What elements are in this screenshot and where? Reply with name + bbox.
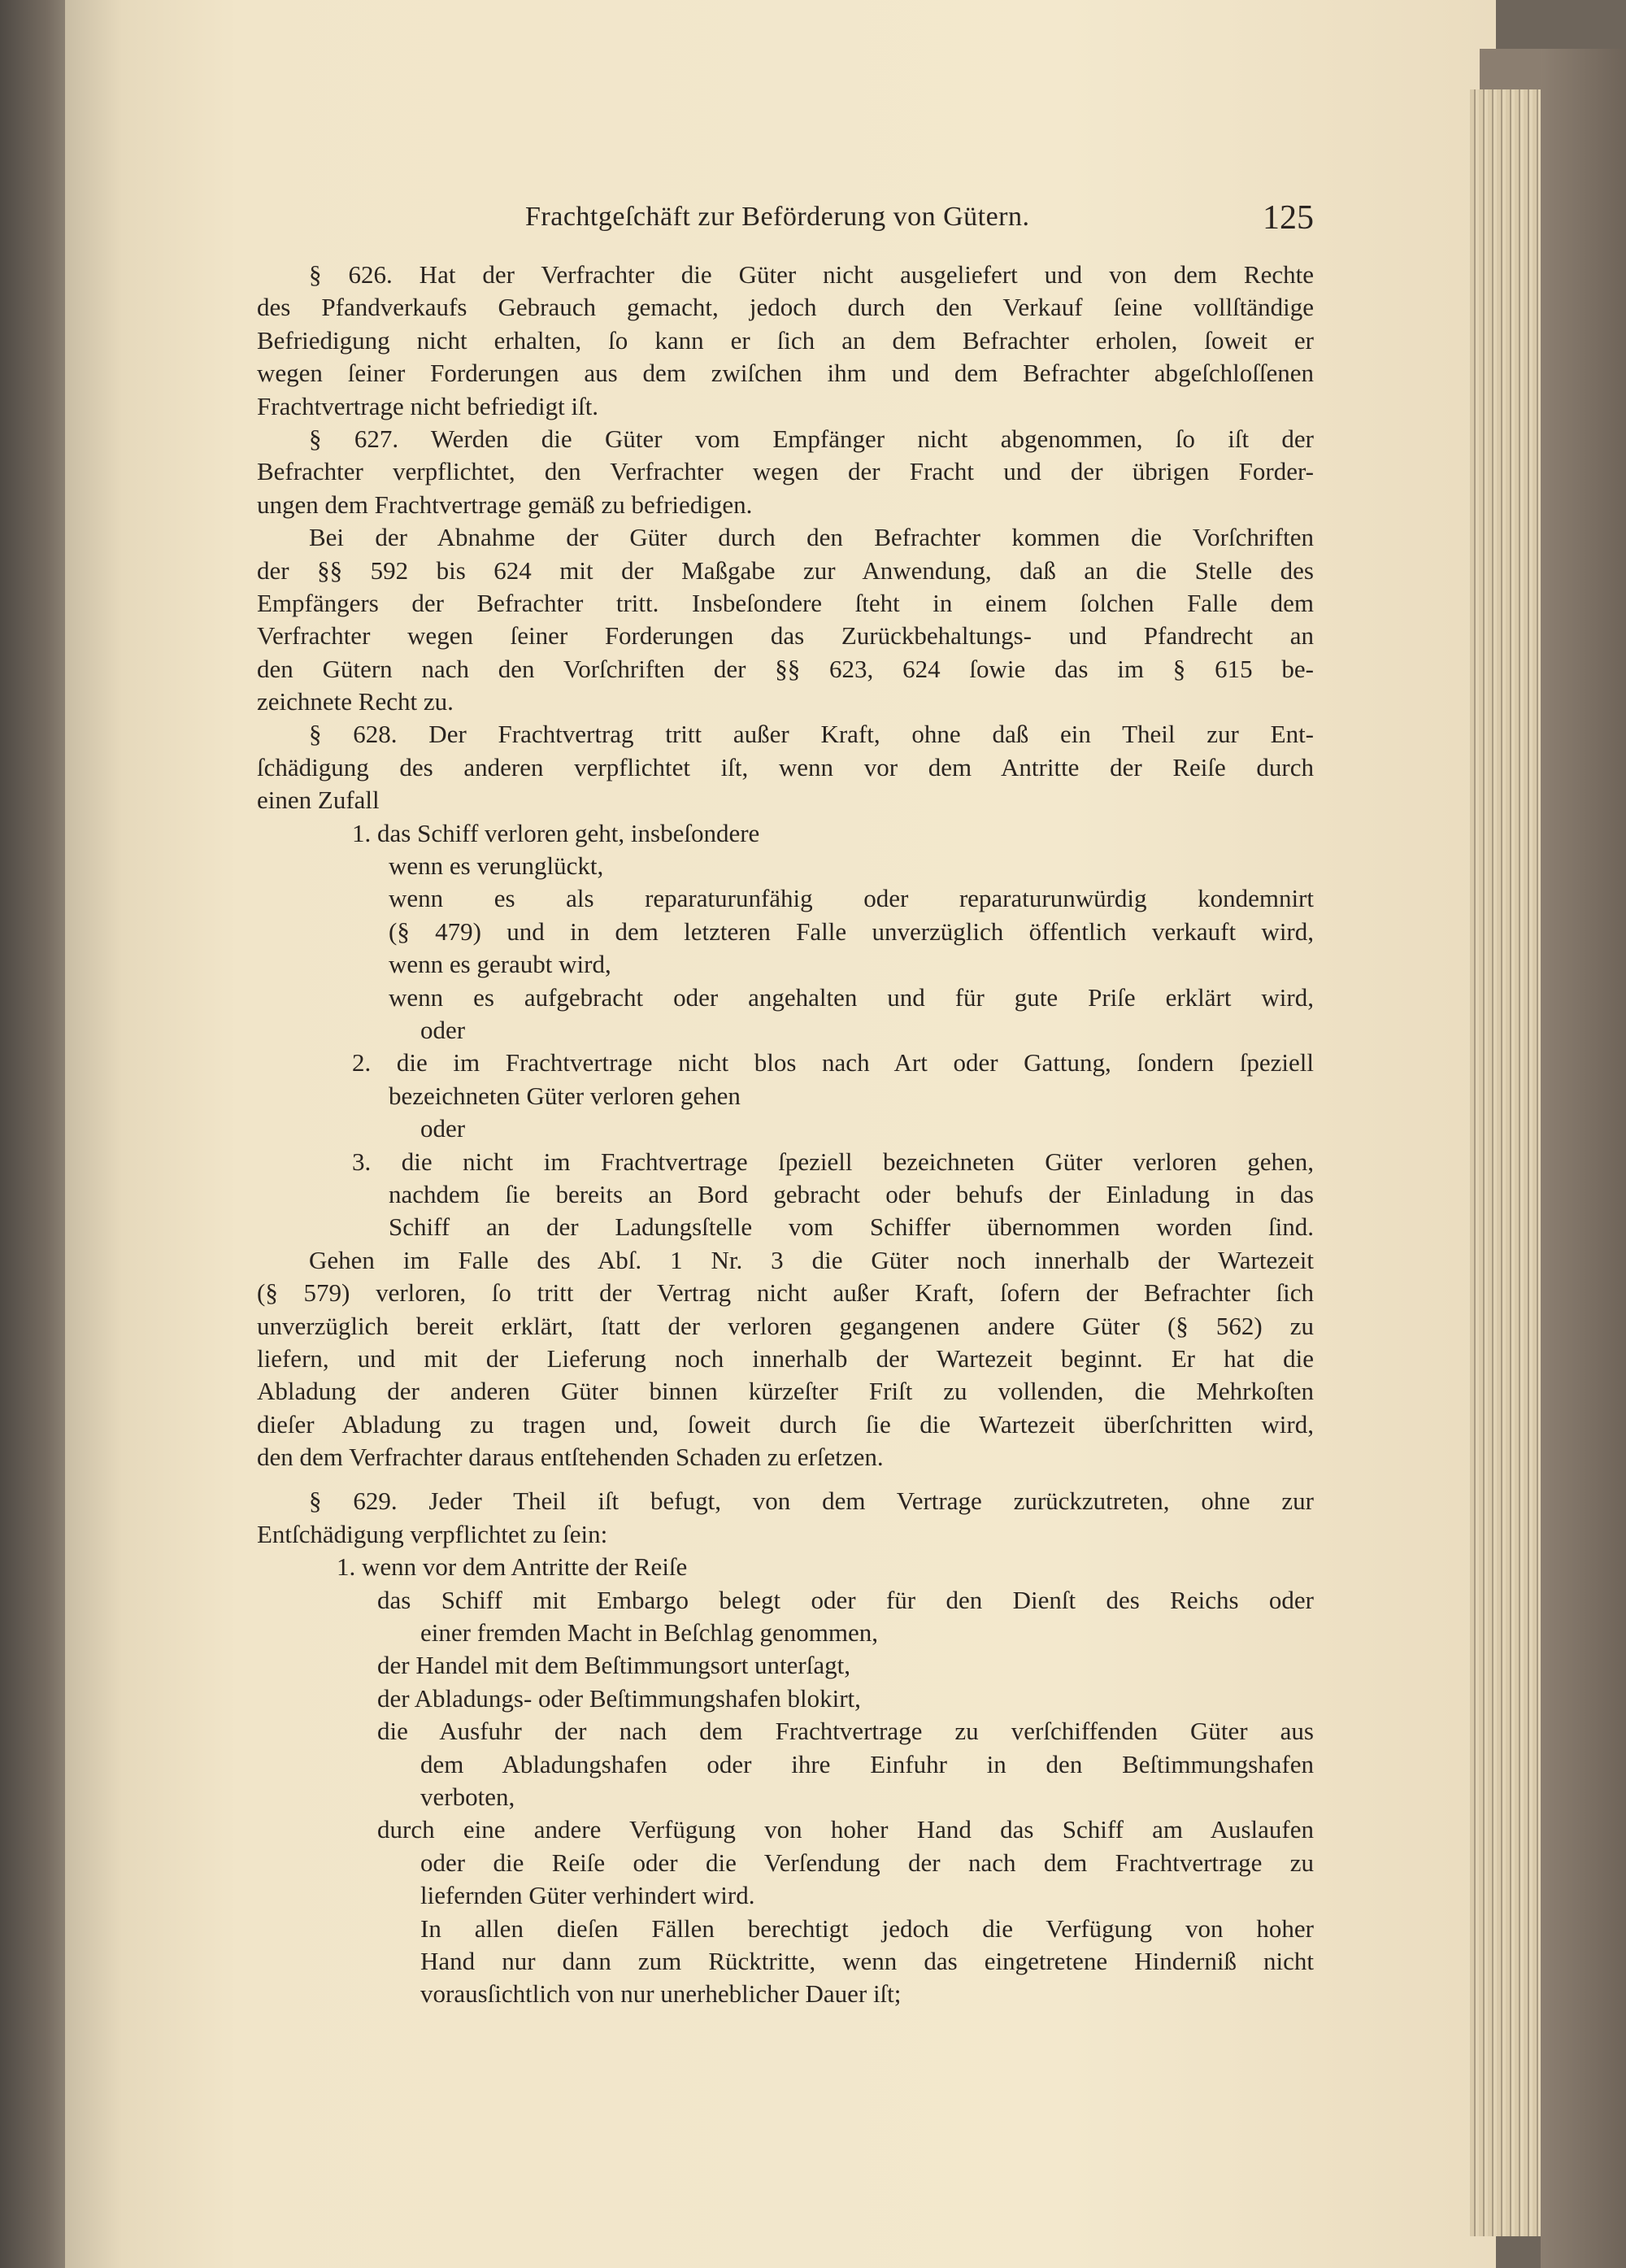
text-line: Gehen im Falle des Abſ. 1 Nr. 3 die Güter noch innerhalb der Wartezeit — [309, 1245, 1314, 1274]
text-line: vorausſichtlich von nur unerheblicher Dauer iſt; — [420, 1979, 902, 2009]
text-line: Empfängers der Befrachter tritt. Insbeſondere ſteht in einem ſolchen Falle dem — [257, 588, 1314, 617]
text-line: oder — [420, 1114, 466, 1143]
text-line: liefernden Güter verhindert wird. — [420, 1881, 755, 1910]
text-line: wegen ſeiner Forderungen aus dem zwiſchen ihm und dem Befrachter abgeſchloſſenen — [257, 359, 1314, 388]
text-line: wenn es geraubt wird, — [389, 950, 611, 979]
text-line: das Schiff mit Embargo belegt oder für den Dienſt des Reichs oder — [377, 1585, 1314, 1614]
text-line: nachdem ſie bereits an Bord gebracht oder behufs der Einladung in das — [389, 1179, 1314, 1208]
text-line: ungen dem Frachtvertrage gemäß zu befriedigen. — [257, 490, 753, 519]
text-line: Bei der Abnahme der Güter durch den Befrachter kommen die Vorſchriften — [309, 523, 1314, 552]
text-line: dem Abladungshafen oder ihre Einfuhr in den Beſtimmungshafen — [420, 1749, 1314, 1778]
text-line: unverzüglich bereit erklärt, ſtatt der verloren gegangenen andere Güter (§ 562) zu — [257, 1311, 1314, 1340]
text-line: § 629. Jeder Theil iſt befugt, von dem Vertrage zurückzutreten, ohne zur — [309, 1487, 1314, 1516]
book-cover — [1541, 49, 1626, 2268]
text-line: liefern, und mit der Lieferung noch innerhalb der Wartezeit beginnt. Er hat die — [257, 1343, 1314, 1373]
text-line: oder — [420, 1015, 466, 1044]
text-line: ſchädigung des anderen verpflichtet iſt, wenn vor dem Antritte der Reiſe durch — [257, 752, 1314, 781]
text-line: oder die Reiſe oder die Verſendung der nach dem Frachtvertrage zu — [420, 1848, 1314, 1877]
text-line: Abladung der anderen Güter binnen kürzeſter Friſt zu vollenden, die Mehrkoſten — [257, 1377, 1314, 1406]
text-line: dieſer Abladung zu tragen und, ſoweit durch ſie die Wartezeit überſchritten wird, — [257, 1409, 1314, 1439]
text-line: die Ausfuhr der nach dem Frachtvertrage zu verſchiffenden Güter aus — [377, 1717, 1314, 1746]
text-line: 1. das Schiff verloren geht, insbeſondere — [352, 818, 760, 847]
text-line: (§ 479) und in dem letzteren Falle unverzüglich öffentlich verkauft wird, — [389, 916, 1314, 946]
body-text — [257, 259, 1314, 2011]
running-title: Frachtgeſchäft zur Beförderung von Gütern. — [525, 202, 1030, 232]
text-line: (§ 579) verloren, ſo tritt der Vertrag nicht außer Kraft, ſofern der Befrachter ſich — [257, 1278, 1314, 1308]
text-line: bezeichneten Güter verloren gehen — [389, 1081, 741, 1110]
text-line: Schiff an der Ladungsſtelle vom Schiffer übernommen worden ſind. — [389, 1212, 1314, 1242]
text-line: einer fremden Macht in Beſchlag genommen, — [420, 1618, 878, 1648]
text-line: 2. die im Frachtvertrage nicht blos nach Art oder Gattung, ſondern ſpeziell — [352, 1048, 1314, 1077]
text-line: Befrachter verpflichtet, den Verfrachter wegen der Fracht und der übrigen Forder- — [257, 457, 1314, 486]
text-line: Hand nur dann zum Rücktritte, wenn das eingetretene Hinderniß nicht — [420, 1946, 1314, 1975]
page-number: 125 — [1263, 199, 1314, 237]
text-line: Befriedigung nicht erhalten, ſo kann er ſich an dem Befrachter erholen, ſoweit er — [257, 325, 1314, 355]
page-edges — [1470, 89, 1547, 2236]
text-line: 3. die nicht im Frachtvertrage ſpeziell bezeichneten Güter verloren gehen, — [352, 1147, 1314, 1176]
text-line: Entſchädigung verpflichtet zu ſein: — [257, 1519, 608, 1548]
text-line: § 627. Werden die Güter vom Empfänger nicht abgenommen, ſo iſt der — [309, 424, 1314, 453]
text-line: zeichnete Recht zu. — [257, 687, 454, 716]
text-line: den Gütern nach den Vorſchriften der §§ 623, 624 ſowie das im § 615 be- — [257, 654, 1314, 683]
text-line: einen Zufall — [257, 786, 380, 815]
text-line: der Abladungs- oder Beſtimmungshafen blokirt, — [377, 1683, 861, 1713]
text-line: verboten, — [420, 1782, 515, 1811]
text-line: Frachtvertrage nicht befriedigt iſt. — [257, 391, 599, 420]
text-line: durch eine andere Verfügung von hoher Hand das Schiff am Auslaufen — [377, 1815, 1314, 1844]
text-line: den dem Verfrachter daraus entſtehenden Schaden zu erſetzen. — [257, 1443, 884, 1472]
running-header — [257, 199, 1314, 241]
text-line: In allen dieſen Fällen berechtigt jedoch die Verfügung von hoher — [420, 1913, 1314, 1943]
text-line: des Pfandverkaufs Gebrauch gemacht, jedoch durch den Verkauf ſeine vollſtändige — [257, 293, 1314, 322]
text-line: der Handel mit dem Beſtimmungsort unterſagt, — [377, 1651, 850, 1680]
text-line: wenn es verunglückt, — [389, 851, 604, 881]
text-line: der §§ 592 bis 624 mit der Maßgabe zur Anwendung, daß an die Stelle des — [257, 555, 1314, 585]
text-line: § 628. Der Frachtvertrag tritt außer Kraft, ohne daß ein Theil zur Ent- — [309, 720, 1314, 749]
text-line: Verfrachter wegen ſeiner Forderungen das Zurückbehaltungs- und Pfandrecht an — [257, 621, 1314, 651]
text-line: wenn es aufgebracht oder angehalten und für gute Priſe erklärt wird, — [389, 982, 1314, 1012]
text-line: 1. wenn vor dem Antritte der Reiſe — [337, 1552, 688, 1582]
text-line: wenn es als reparaturunfähig oder reparaturunwürdig kondemnirt — [389, 884, 1314, 913]
text-line: § 626. Hat der Verfrachter die Güter nicht ausgeliefert und von dem Rechte — [309, 260, 1314, 289]
